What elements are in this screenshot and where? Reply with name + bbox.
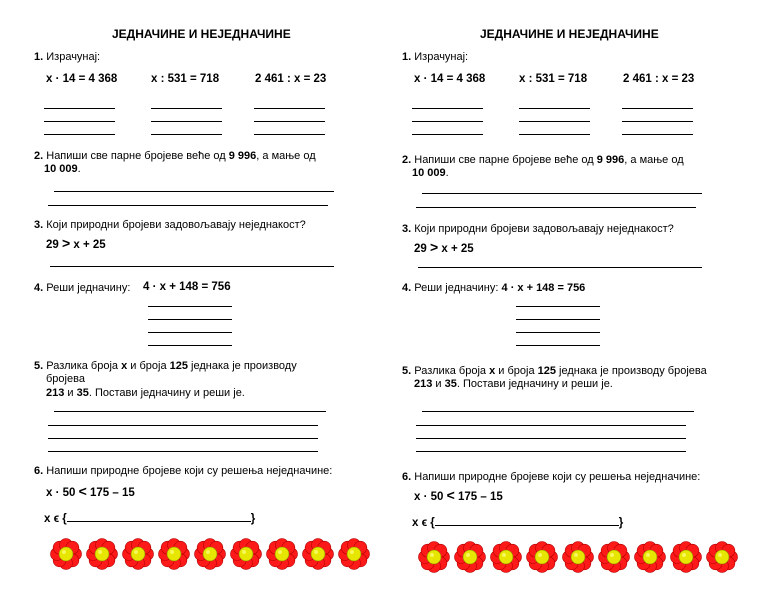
flower-icon [194,538,226,570]
question-6 [34,465,332,478]
rhs: x + 25 [441,243,474,255]
answer-line[interactable] [44,121,115,122]
less-than-sign: < [446,487,455,503]
answer-line[interactable] [48,451,318,452]
question-text: и броја [495,365,538,377]
flower-icon [50,538,82,570]
equation-1a: x · 14 = 4 368 [414,73,486,85]
answer-line[interactable] [254,134,325,135]
flower-border [418,541,738,573]
answer-line[interactable] [516,306,600,307]
value: 125 [169,360,188,372]
answer-line[interactable] [412,121,483,122]
question-text: Реши једначину: [46,282,131,294]
flower-icon [86,538,118,570]
answer-line[interactable] [622,108,693,109]
question-text: . Постави једначину и реши је. [456,378,613,390]
equation-1c: 2 461 : x = 23 [623,73,695,85]
flower-icon [230,538,262,570]
question-number: 3. [34,219,44,231]
answer-line[interactable] [50,266,334,267]
answer-line[interactable] [412,134,483,135]
answer-line[interactable] [254,121,325,122]
answer-line[interactable] [422,193,702,194]
question-4 [34,282,130,295]
greater-than-sign: > [62,235,71,251]
question-5 [402,365,707,378]
question-5-line2: бројева [46,373,85,385]
value: 213 [46,387,65,399]
answer-line[interactable] [416,451,686,452]
question-3 [34,219,306,232]
answer-line[interactable] [519,134,590,135]
value: 213 [414,378,433,390]
question-6 [402,471,700,484]
question-number: 5. [402,365,412,377]
inequality-6 [46,483,135,499]
question-text: једнака је производу бројева [556,365,707,377]
flower-icon [490,541,522,573]
lhs: x · 50 [46,487,76,499]
answer-line[interactable] [54,191,334,192]
answer-line[interactable] [519,108,590,109]
question-number: 6. [402,471,412,483]
question-number: 1. [34,51,44,63]
answer-line[interactable] [418,267,702,268]
worksheet-title: ЈЕДНАЧИНЕ И НЕЈЕДНАЧИНЕ [480,27,659,41]
question-number: 3. [402,223,412,235]
question-text: Израчунај: [414,51,469,63]
rhs: 175 – 15 [458,491,503,503]
inequality-3 [414,239,474,255]
answer-line[interactable] [148,319,232,320]
equation-1c: 2 461 : x = 23 [255,73,327,85]
worksheet-title: ЈЕДНАЧИНЕ И НЕЈЕДНАЧИНЕ [112,27,291,41]
flower-icon [598,541,630,573]
answer-line[interactable] [48,205,328,206]
flower-icon [670,541,702,573]
value: 9 996 [228,150,257,162]
answer-line[interactable] [416,438,686,439]
punctuation: . [77,163,81,175]
question-number: 2. [402,154,412,166]
question-5-line2 [414,378,613,391]
answer-line[interactable] [516,332,600,333]
question-5 [34,360,297,373]
worksheet-right [384,0,768,594]
equation-1b: x : 531 = 718 [151,73,220,85]
answer-line[interactable] [519,121,590,122]
question-number: 6. [34,465,44,477]
set-close: } [618,517,624,529]
equation-1a: x · 14 = 4 368 [46,73,118,85]
question-3 [402,223,674,236]
question-4 [402,282,585,295]
set-open: x ϵ { [44,513,67,525]
set-close: } [250,513,256,525]
value: 9 996 [596,154,625,166]
question-5-line3 [46,387,245,400]
answer-line[interactable] [151,134,222,135]
answer-line[interactable] [254,108,325,109]
inequality-6 [414,487,503,503]
answer-line[interactable] [148,306,232,307]
inequality-3 [46,235,106,251]
question-text: и броја [127,360,170,372]
flower-icon [418,541,450,573]
question-text: Израчунај: [46,51,101,63]
answer-line[interactable] [54,411,326,412]
question-2-line2 [44,163,81,176]
set-answer-line[interactable] [67,511,251,522]
value: 10 009 [412,167,446,179]
question-text: Који природни бројеви задовољавају неједнакост? [46,219,306,231]
answer-line[interactable] [622,134,693,135]
value: 10 009 [44,163,78,175]
flower-icon [634,541,666,573]
question-text: Разлика броја [46,360,122,372]
question-number: 5. [34,360,44,372]
flower-icon [454,541,486,573]
punctuation: . [445,167,449,179]
variable: x [489,365,496,377]
flower-border [50,538,370,570]
equation-4: 4 · x + 148 = 756 [501,282,586,294]
flower-icon [562,541,594,573]
question-text: Напиши природне бројеве који су решења неједначине: [414,471,701,483]
question-text: . Постави једначину и реши је. [88,387,245,399]
answer-line[interactable] [44,134,115,135]
question-1 [402,51,468,64]
value: 35 [444,378,457,390]
lhs: 29 [46,239,59,251]
question-number: 2. [34,150,44,162]
lhs: x · 50 [414,491,444,503]
question-text: Који природни бројеви задовољавају неједнакост? [414,223,674,235]
equation-4: 4 · x + 148 = 756 [143,281,231,293]
question-text: Разлика броја [414,365,490,377]
equation-1b: x : 531 = 718 [519,73,588,85]
lhs: 29 [414,243,427,255]
question-text: Напиши све парне бројеве веће од [46,150,229,162]
solution-set [44,511,255,525]
question-number: 4. [402,282,412,294]
answer-line[interactable] [151,108,222,109]
answer-line[interactable] [622,121,693,122]
question-number: 4. [34,282,44,294]
answer-line[interactable] [416,207,696,208]
question-text: и [64,387,77,399]
rhs: x + 25 [73,239,106,251]
answer-line[interactable] [44,108,115,109]
answer-line[interactable] [516,345,600,346]
flower-icon [266,538,298,570]
flower-icon [526,541,558,573]
question-2 [402,154,684,167]
question-text: Напиши природне бројеве који су решења неједначине: [46,465,333,477]
flower-icon [302,538,334,570]
answer-line[interactable] [422,411,694,412]
question-text: Напиши све парне бројеве веће од [414,154,597,166]
question-text: Реши једначину: [414,282,499,294]
question-text: и [432,378,445,390]
question-text: , а мање од [624,154,684,166]
question-text: једнака је производу [188,360,297,372]
set-open: x ϵ { [412,517,435,529]
answer-line[interactable] [48,425,318,426]
less-than-sign: < [78,483,87,499]
question-text: , а мање од [256,150,316,162]
variable: x [121,360,128,372]
answer-line[interactable] [416,425,686,426]
answer-line[interactable] [516,319,600,320]
answer-line[interactable] [48,438,318,439]
rhs: 175 – 15 [90,487,135,499]
flower-icon [122,538,154,570]
set-answer-line[interactable] [435,515,619,526]
flower-icon [706,541,738,573]
flower-icon [158,538,190,570]
answer-line[interactable] [151,121,222,122]
greater-than-sign: > [430,239,439,255]
answer-line[interactable] [148,345,232,346]
value: 125 [537,365,556,377]
answer-line[interactable] [148,332,232,333]
value: 35 [76,387,89,399]
question-2 [34,150,316,163]
answer-line[interactable] [412,108,483,109]
flower-icon [338,538,370,570]
question-1 [34,51,100,64]
solution-set [412,515,623,529]
question-number: 1. [402,51,412,63]
question-2-line2 [412,167,449,180]
